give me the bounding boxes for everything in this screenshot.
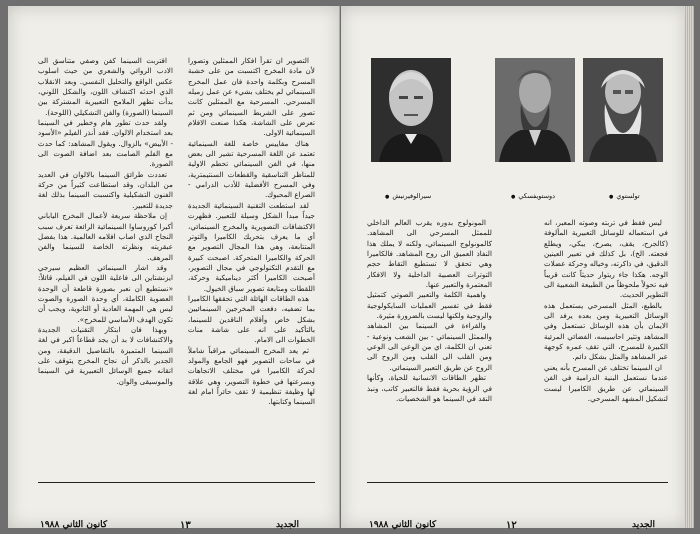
issue-date: كانون الثاني ١٩٨٨ xyxy=(369,520,437,530)
tolstoy-portrait xyxy=(583,58,663,162)
paragraph: إن ملاحظة سريعة لأعمال المخرج الياباني أكيرا كوروساوا السينمائية الرائعة تعرف سبب النجاح الذي اصاب افلامه العالمية. هذا بفضل عبقريته ونظرته الخاصة للسينما والفن المرهف. xyxy=(38,211,173,262)
right-page xyxy=(341,6,686,531)
portrait-caption: دوستويفسكي ● xyxy=(511,192,555,200)
page-number: ١٢ xyxy=(506,520,517,531)
portrait-caption: سيرالوفيرنيش ● xyxy=(385,192,431,200)
paragraph: لقد استطعت التقنية السينمائية الجديدة جيداً مبدأ الشكل وسيلة للتعبير. فظهرت الاكتشافات التصويرية والمخرج السينمائي، أي ما يعرف بتحريك الكاميرا والتوتر المتتابعة، وهي هذا المجال التصوير مع الحركة والكاميرا المتحركة. اصبحت كبيرة مع التقدم التكنولوجي في مجال التصوير، أصبحت الكاميرا أكثر ديناميكية وحركة، اللقطات ومتابعة تصوير سباق الخيول. xyxy=(188,200,315,293)
journal-name: الجديد xyxy=(632,520,656,530)
page-edges xyxy=(684,6,694,528)
issue-date: كانون الثاني ١٩٨٨ xyxy=(40,520,108,530)
paragraph: هناك مقاييس خاصة للغة السينمائية تعتمد عن اللغة المسرحية تشير الى بعض منها، في الفن السينمائي تحطم الاولية للمناظر التناسقية والقطعات السنتيمترية، وفي المسرح الأفضلية للأدب الدرامي - الصراع المحبوك. xyxy=(188,138,315,200)
right-page-column-2 xyxy=(367,218,492,476)
footer-divider xyxy=(367,482,668,483)
paragraph: والقراءة في السينما بين المشاهد والممثل السينمائي - بين الشعب ونوعية - تعني ان الكلمة، اي من الوعي الى الوعي ومن القلب الى القلب ومن الروح الى الروح عن طريق التعبير السينمائي. xyxy=(367,321,492,372)
left-page-column-2 xyxy=(38,56,173,474)
paragraph: بالطبع، المثل المسرحي يستعمل هذه الوسائل التعبيرية ومن بعده يرفد الى الايمان بأن هذه الوسائل تستعمل وفي المشاهد وتثير احاسيسه، الفضائي المرئية الكبيرة للمسرح، التي تقف عمره كوجهة عبر المشاهد والمثل بشكل دائم. xyxy=(544,300,668,362)
paragraph: ليس فقط في تربته وصوته المعبر، انه في استعماله للوسائل التعبيرية المألوفة (كالجرح، يقف، يصرخ، يبكي، ويطلع فجعته. الخ)، بل كذلك في تعبير العينين الدقيق، في ذاكرته، وخياله وحركة عضلات الوجه. هكذا جاء ريتوار حديثاً كانت قريباً فيه تحولاً ملحوظاً من الطبيعة الشعبية الى التطوير الحديث. xyxy=(544,218,668,300)
right-page-column-1 xyxy=(544,218,668,476)
paragraph: تعددت طرائق السينما بالالوان في العديد من البلدان، وقد استطاعت كثيراً من حركة الفنون التشكيلية واكتسبت السينما بذلك لغة جديدة للتعبير. xyxy=(38,169,173,210)
paragraph: هذه الطاقات الهائلة التي تحققها الكاميرا بما تضفيه، دفعت المخرجين السينمائيين بشكل خاص وأقلام الناقدين للسينما، بالتأكيد على انه على شاشة منات الخطوات الى الامام. xyxy=(188,293,315,345)
paragraph: واهمية الكلمة والتعبير الصوتي كتمثيل فقط في تفسير العمليات السايكولوجية والروحية ولكنها ليست بالضرورة مثيرة. xyxy=(367,290,492,321)
paragraph: اقتربت السينما كفن وصفي متناسق الى الادب الروائي والشعري من حيث اسلوب عكس الواقع والتحليل النفسي. وبعد الانقلاب الذي احدثه اكتشاف اللون، والشكل اللوني، بدأت تظهر الملامح التعبيرية المشتركة بين السينما (الصورة) والفن التشكيلي (اللوحة). xyxy=(38,56,173,117)
olivier-portrait xyxy=(371,58,451,162)
paragraph: المونولوج بدوره يقرب العالم الداخلي للممثل المسرحي الى المشاهد. كالمونولوج السينمائي، ولكنه لا يملك هذا النفاذ العميق الى روح المشاهد. فالكاميرا وهي تحقق لا تستطيع التقاط حجم التوترات العصبية الداخلية ولا الافكار المعتمرة والتعبير عنها. xyxy=(367,218,492,290)
paragraph: ولقد حدث تطور هام وخطير في السينما بعد استخدام الالوان. فقد أنذر الفيلم «الأسود - الأبيض» بالزوال. ويقول المشاهد: كما حدث مع الفلم الصامت بعد اضافة الصوت الى الصورة. xyxy=(38,118,173,169)
paragraph: وبهذا فان ابتكار التقنيات الجديدة والاكتشافات لا بد أن يجد قطاعاً اكبر في لغة السينما المتميزة بالتفاصيل الدقيقة، ومن الجدير بالذكر أن نجاح المخرج يتوقف على اتقانه جميع الوسائل التعبيرية في السينما والموسيقى والوان. xyxy=(38,324,173,386)
left-page-column-1 xyxy=(188,56,315,474)
page-number: ١٣ xyxy=(180,520,191,531)
portrait-caption: تولستوي ● xyxy=(609,192,640,200)
dostoevsky-portrait xyxy=(495,58,575,162)
left-page xyxy=(8,6,340,531)
paragraph: ان السينما تختلف عن المسرح بأنه يعني عندما نستعمل البنية الدرامية في الفن السينمائي عن طريق الكاميرا ليست لتشكيل المشهد المسرحي. xyxy=(544,362,668,403)
paragraph: ثم يعد المخرج السينمائي مراقباً شاملاً في ساحات التصوير فهو الجامع والمولد لحركة الكاميرا في مختلف الاتجاهات وبسرعتها في خطوة التصوير، وهي علاقة لها وظيفة تنظيمية لا تقف حائراً امام لغة السينما وكتابتها. xyxy=(188,345,315,407)
paragraph: تظهر الطاقات الانسانية للحياة، وكأنها في الرؤية بحرية فقط فالتعبير كاتب، ونبذ النقد في السينما هو الشخصيات. xyxy=(367,373,492,403)
journal-name: الجديد xyxy=(276,520,300,530)
footer-divider xyxy=(38,482,315,483)
paragraph: وقد اشار السينمائي العظيم سيرجي ايزنشتاين الى فاعلية اللون في الفيلم، قائلاً: «نستطيع أن نعبر بصورة قاطعة أن الوحدة العضوية الكاملة، أي وحدة الصورة والصوت ليس هي المهمة العادية أو الثانوية، ويجب أن تكون الهدف الأساسي للمخرج». xyxy=(38,262,173,324)
paragraph: التصوير ان تقرأ افكار الممثلين وتصورا لأن مادة المخرج اكتسبت من على خشبة المسرح وبكلمة واحدة فان عمل المخرج السينمائي لم يختلف بشيء عن عمل زميله المسرحي. المسرحية مع الممثلين كانت تصور على الشريط السينمائي ومن ثم تعرض على الشاشة، هكذا صنعت الافلام السينمائية الاولى. xyxy=(188,56,315,138)
